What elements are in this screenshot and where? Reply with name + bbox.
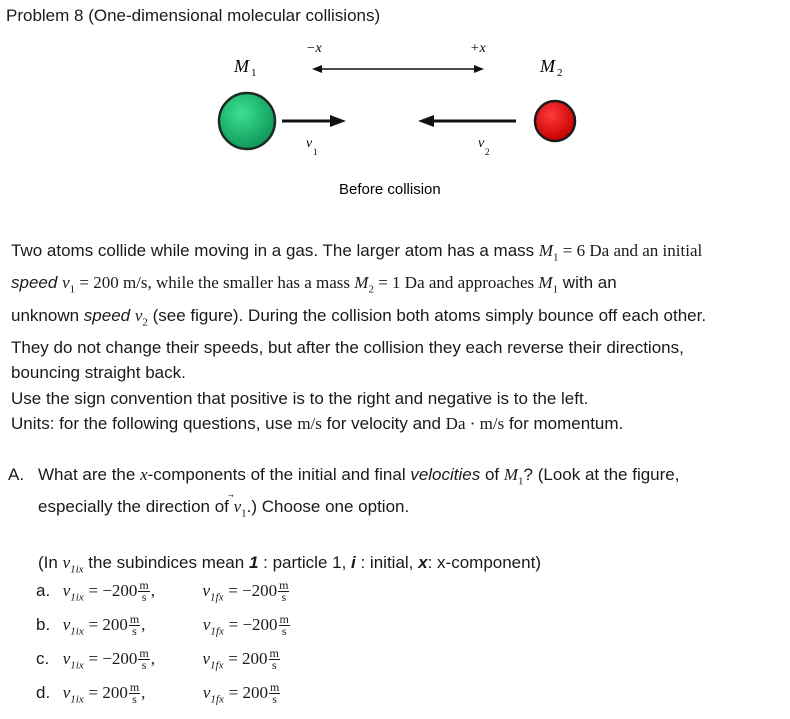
axis-pos-label: +x [470, 41, 486, 56]
v2-label: v [478, 136, 485, 151]
question-a: A. What are the x-components of the initial and final velocities of $M_1$? (Look at the figure, especially the direction of v $_1$.) Choose one option. (In $v_{1ix}$ the subindices mean 1 : particle 1, i : initial, x: x-component) [8, 462, 778, 582]
v2-arrow [418, 115, 516, 127]
v1-sub: 1 [313, 147, 318, 157]
option-c[interactable]: c. $v_{1ix} = -200$ $\frac{m}{s}$ , $v_{1fx} = 200$ $\frac{m}{s}$ [36, 646, 279, 672]
option-a[interactable]: a. $v_{1ix} = -200$ $\frac{m}{s}$ , $v_{1fx} = -200$ $\frac{m}{s}$ [36, 578, 289, 604]
m1-sphere [219, 93, 275, 149]
axis-neg-label: −x [306, 41, 322, 56]
v1-arrow [282, 115, 346, 127]
v2-sub: 2 [485, 147, 490, 157]
v1-label: v [306, 136, 313, 151]
m2-sphere [535, 101, 575, 141]
m2-sub: 2 [557, 67, 563, 79]
option-d[interactable]: d. $v_{1ix} = 200$ $\frac{m}{s}$ , $v_{1fx} = 200$ $\frac{m}{s}$ [36, 680, 280, 706]
m1-sub: 1 [251, 67, 257, 79]
option-b[interactable]: b. $v_{1ix} = 200$ $\frac{m}{s}$ , $v_{1fx} = -200$ $\frac{m}{s}$ [36, 612, 289, 638]
m2-label: M [540, 56, 555, 76]
problem-title: Problem 8 (One-dimensional molecular collisions) [6, 6, 381, 25]
m1-label: M [234, 56, 249, 76]
intro-paragraph: Two atoms collide while moving in a gas. The larger atom has a mass $M_1 = 6$ Da and an initial speed $v_1 = 200$ m/s, while the smaller has a mass $M_2 = 1$ Da and approaches $M_1$ with an unknown speed $v_2$ (see figure). During the collision both atoms simply bounce off each other. They do not change their speeds, but after the collision they each reverse their directions, bouncing straight back. [11, 241, 707, 383]
convention-paragraph: Use the sign convention that positive is to the right and negative is to the left. Units: for the following questions, use m/s for velocity and Da · m/s for momentum. [11, 389, 624, 433]
figure-caption: Before collision [339, 181, 441, 198]
question-label: A. [8, 465, 25, 484]
axis-arrow [312, 65, 484, 73]
collision-figure [0, 30, 790, 205]
